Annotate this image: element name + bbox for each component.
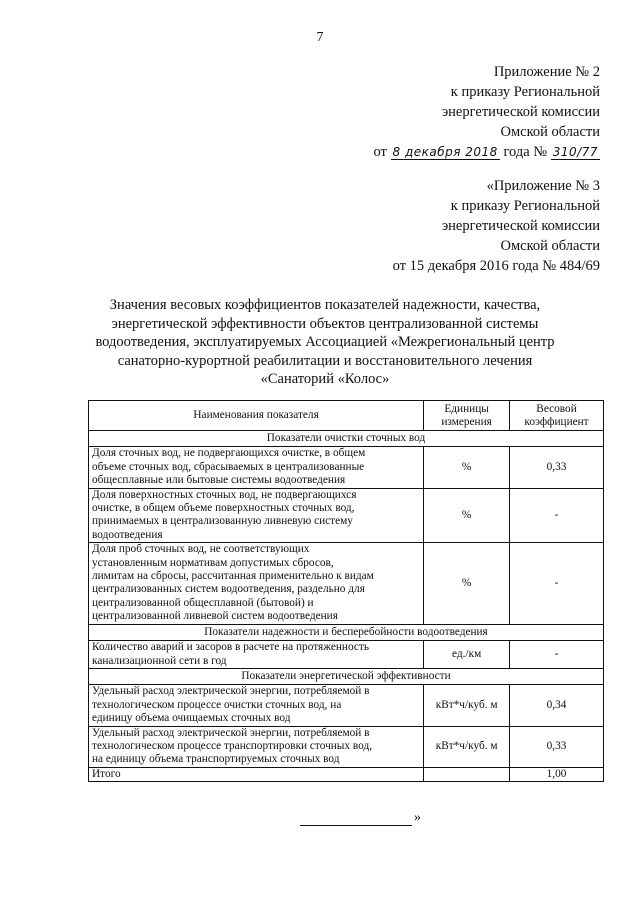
unit-cell: кВт*ч/куб. м (424, 726, 510, 767)
total-label: Итого (89, 767, 424, 781)
table-row (89, 726, 604, 767)
orig-appendix-order-ref: к приказу Региональной (450, 198, 600, 214)
total-unit (424, 767, 510, 781)
handwritten-number: 310/77 (552, 145, 598, 159)
table-row (89, 488, 604, 543)
header-unit (424, 401, 510, 431)
unit-cell: % (424, 447, 510, 488)
appendix-current-header (373, 62, 600, 162)
orig-appendix-region: Омской области (500, 238, 600, 254)
section-header-row (89, 668, 604, 684)
title-line: «Санаторий «Колос» (260, 371, 390, 387)
indicator-name-line: централизованной ливневой систем водоотведения (92, 610, 338, 623)
indicator-name-line: на единицу объема транспортируемых сточных вод (92, 753, 340, 766)
orig-appendix-title: «Приложение № 3 (486, 178, 600, 194)
header-coef-line: Весовой (536, 403, 577, 415)
closing-quote (300, 810, 421, 826)
indicator-name-line: единицу объема очищаемых сточных вод (92, 712, 291, 725)
unit-cell: ед./км (424, 641, 510, 669)
indicator-name (89, 488, 424, 543)
table-row (89, 447, 604, 488)
indicator-name-line: объеме сточных вод, сбрасываемых в централизованные (92, 460, 365, 473)
section-header-row (89, 624, 604, 640)
coefficient-cell: 0,33 (510, 726, 604, 767)
header-unit-line: измерения (441, 415, 492, 428)
header-coef (510, 401, 604, 431)
indicator-name-line: Доля проб сточных вод, не соответствующих (92, 543, 310, 556)
indicator-name (89, 641, 424, 669)
appendix-original-header (393, 176, 600, 276)
indicator-name-line: технологическом процессе транспортировки сточных вод, (92, 739, 373, 752)
indicator-name-line: принимаемых в централизованную ливневую систему (92, 515, 353, 528)
table-row (89, 543, 604, 624)
indicator-name-line: водоотведения (92, 528, 163, 541)
closing-mark: » (414, 810, 421, 825)
orig-appendix-date: от 15 декабря 2016 года № 484/69 (392, 258, 600, 274)
total-coef: 1,00 (510, 767, 604, 781)
appendix-commission: энергетической комиссии (441, 104, 600, 120)
indicator-name (89, 543, 424, 624)
indicator-name-line: лимитам на сбросы, рассчитанная применительно к видам (92, 570, 374, 583)
indicator-name-line: Удельный расход электрической энергии, потребляемой в (92, 726, 370, 739)
indicator-name (89, 685, 424, 726)
section-title: Показатели надежности и бесперебойности водоотведения (89, 624, 604, 640)
coefficient-cell: 0,33 (510, 447, 604, 488)
closing-underline (300, 825, 412, 826)
coefficient-cell: - (510, 488, 604, 543)
date-prefix: от (373, 144, 387, 160)
table-row (89, 685, 604, 726)
indicator-name (89, 726, 424, 767)
page-number: 7 (316, 30, 324, 45)
indicator-name-line: технологическом процессе очистки сточных вод, на (92, 698, 342, 711)
coefficient-cell: - (510, 543, 604, 624)
unit-cell: % (424, 488, 510, 543)
total-row (89, 767, 604, 781)
table-row (89, 641, 604, 669)
indicator-name-line: Удельный расход электрической энергии, потребляемой в (92, 685, 370, 698)
coefficient-cell: - (510, 641, 604, 669)
appendix-title: Приложение № 2 (493, 64, 600, 80)
header-name: Наименования показателя (89, 401, 424, 431)
unit-cell: % (424, 543, 510, 624)
indicator-name-line: очистке, в общем объеме поверхностных сточных вод, (92, 502, 355, 515)
header-unit-line: Единицы (444, 403, 489, 415)
title-line: водоотведения, эксплуатируемых Ассоциацией «Межрегиональный центр (95, 334, 555, 350)
appendix-region: Омской области (500, 124, 600, 140)
title-line: Значения весовых коэффициентов показателей надежности, качества, (109, 297, 541, 313)
handwritten-date: 8 декабря 2018 (392, 145, 498, 159)
title-line: энергетической эффективности объектов централизованной системы (111, 315, 539, 332)
indicator-name (89, 447, 424, 488)
indicator-name-line: канализационной сети в год (92, 654, 227, 667)
indicator-name-line: Количество аварий и засоров в расчете на протяженность (92, 641, 369, 654)
indicator-name-line: Доля поверхностных сточных вод, не подвергающихся (92, 488, 357, 501)
coefficients-table (88, 400, 604, 782)
indicator-name-line: Доля сточных вод, не подвергающихся очистке, в общем (92, 447, 366, 460)
document-title (70, 296, 580, 389)
section-header-row (89, 431, 604, 447)
date-mid: года № (503, 144, 548, 160)
indicator-name-line: установленным нормативам допустимых сбросов, (92, 556, 334, 569)
coefficient-cell: 0,34 (510, 685, 604, 726)
indicator-name-line: централизованной общесплавной (бытовой) и (92, 596, 314, 609)
appendix-order-ref: к приказу Региональной (450, 84, 600, 100)
indicator-name-line: общесплавные или бытовые системы водоотведения (92, 474, 346, 487)
title-line: санаторно-курортной реабилитации и восстановительного лечения (117, 352, 533, 369)
appendix-date-line (373, 142, 600, 162)
section-title: Показатели очистки сточных вод (89, 431, 604, 447)
section-title: Показатели энергетической эффективности (89, 668, 604, 684)
table-header-row (89, 401, 604, 431)
header-coef-line: коэффициент (524, 415, 589, 428)
unit-cell: кВт*ч/куб. м (424, 685, 510, 726)
orig-appendix-commission: энергетической комиссии (441, 218, 600, 234)
indicator-name-line: централизованных систем водоотведения, раздельно для (92, 583, 365, 596)
